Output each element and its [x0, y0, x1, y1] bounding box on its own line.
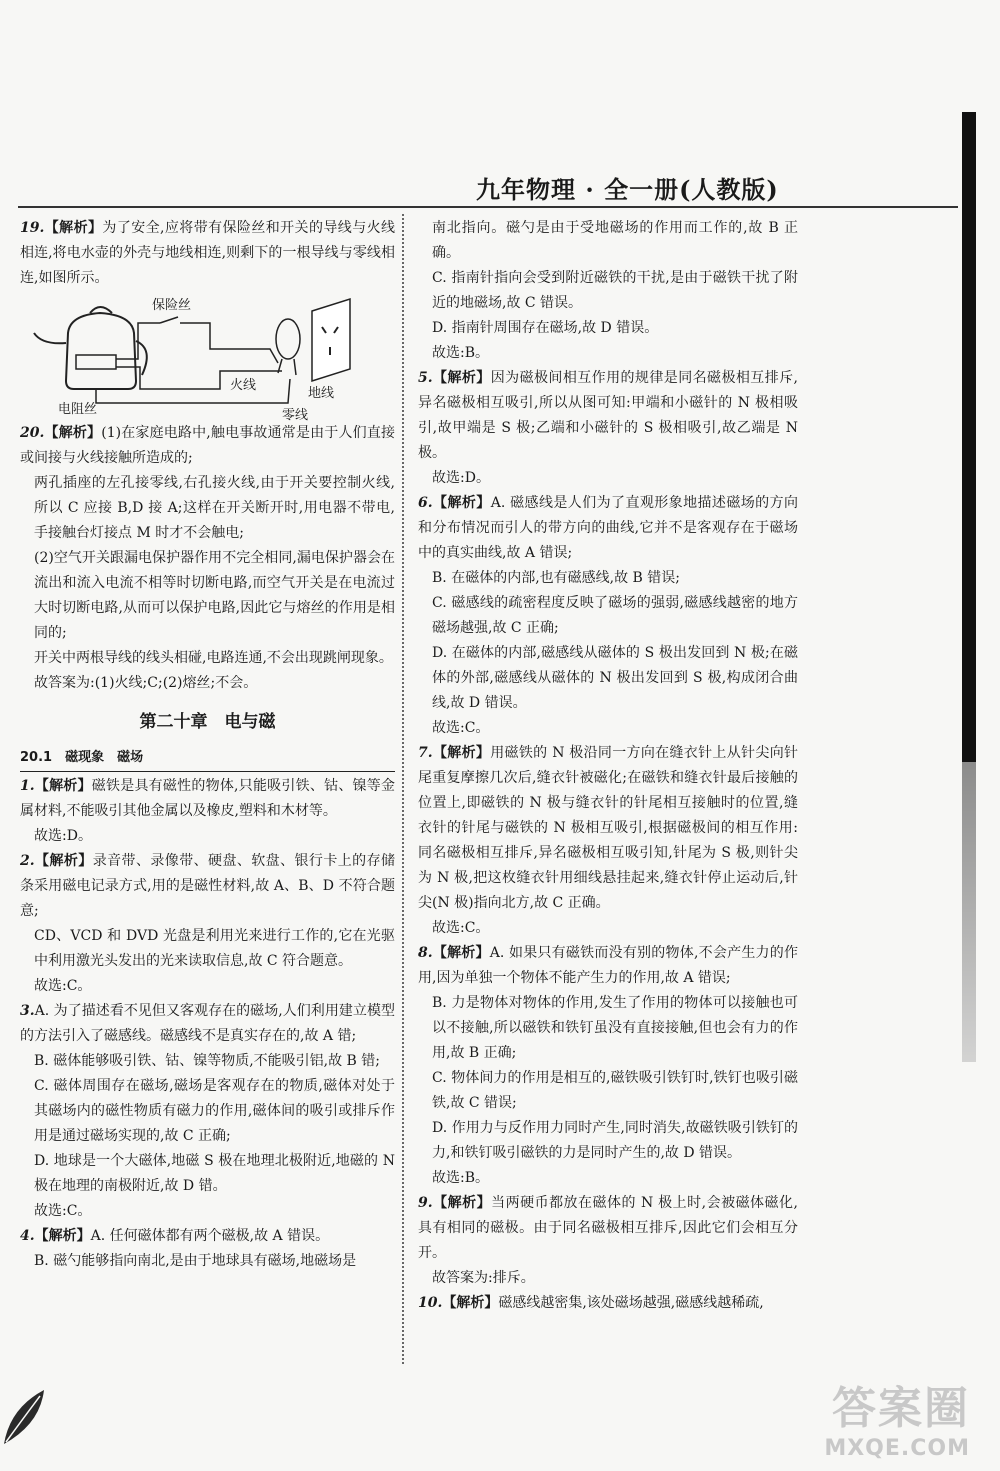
analysis-line: B. 力是物体对物体的作用,发生了作用的物体可以接触也可以不接触,所以磁铁和铁钉虽没有直接接触,但也会有力的作用,故 B 正确;: [432, 995, 798, 1061]
column-divider: [402, 214, 412, 1364]
answer-line: 故选:D。: [432, 470, 490, 486]
watermark-url: MXQE.COM: [824, 1436, 970, 1461]
question-4-continued: [418, 216, 798, 366]
analysis-line: 两孔插座的左孔接零线,右孔接火线,由于开关要控制火线,所以 C 应接 B,D 接 A;这样在开关断开时,用电器不带电,手接触台灯接点 M 时才不会触电;: [34, 475, 395, 541]
question-number: 4.: [20, 1228, 35, 1244]
question-6: [418, 491, 798, 741]
analysis-tag: 【解析】: [34, 778, 92, 794]
analysis-line: 磁铁是具有磁性的物体,只能吸引铁、钴、镍等金属材料,不能吸引其他金属以及橡皮,塑料和木材等。: [20, 778, 395, 819]
answer-line: 故选:B。: [432, 1170, 490, 1186]
question-3: [20, 999, 395, 1224]
circuit-diagram: [20, 293, 395, 421]
answer-line: 故选:C。: [34, 1203, 92, 1219]
analysis-tag: 【解析】: [34, 853, 93, 869]
analysis-line: A. 为了描述看不见但又客观存在的磁场,人们利用建立模型的方法引入了磁感线。磁感线不是真实存在的,故 A 错;: [20, 1003, 395, 1044]
question-number: 9.: [418, 1195, 433, 1211]
analysis-tag: 【解析】: [432, 945, 490, 961]
question-number: 3.: [20, 1003, 35, 1019]
question-number: 7.: [418, 745, 433, 761]
question-9: [418, 1191, 798, 1291]
question-number: 1.: [20, 778, 35, 794]
answer-line: 故选:C。: [34, 978, 92, 994]
question-10: [418, 1291, 798, 1316]
analysis-line: (2)空气开关跟漏电保护器作用不完全相同,漏电保护器会在流出和流入电流不相等时切断电路,而空气开关是在电流过大时切断电路,从而可以保护电路,因此它与熔丝的作用是相同的;: [34, 550, 395, 641]
page-header-title: 九年物理 · 全一册(人教版): [476, 175, 779, 204]
question-8: [418, 941, 798, 1191]
question-2: [20, 849, 395, 999]
analysis-tag: 【解析】: [44, 425, 102, 441]
question-number: 6.: [418, 495, 433, 511]
answer-line: 故选:D。: [34, 828, 92, 844]
chapter-title: 第二十章 电与磁: [139, 712, 276, 732]
analysis-line: 录音带、录像带、硬盘、软盘、银行卡上的存储条采用磁电记录方式,用的是磁性材料,故 A、B、D 不符合题意;: [20, 853, 396, 919]
analysis-line: 用磁铁的 N 极沿同一方向在缝衣针上从针尖向针尾重复摩擦几次后,缝衣针被磁化;在磁铁和缝衣针最后接触的位置上,即磁铁的 N 极与缝衣针的针尾相互接触时的位置,缝衣针的针尾与磁铁的 N 极相互吸引,根据磁极间的相互作用:同名磁极相互排斥,异名磁极相互吸引知,针尾为 S 极,则针尖为 N 极,把这枚缝衣针用细线悬挂起来,缝衣针停止运动后,针尖(N 极)指向北方,故 C 正确。: [418, 745, 799, 911]
answer-line: 故答案为:排斥。: [432, 1270, 535, 1286]
question-number: 2.: [20, 853, 35, 869]
analysis-line: D. 作用力与反作用力同时产生,同时消失,故磁铁吸引铁钉的力,和铁钉吸引磁铁的力是同时产生的,故 D 错误。: [432, 1120, 798, 1161]
page-edge-shadow: [962, 762, 976, 1062]
analysis-tag: 【解析】: [432, 745, 491, 761]
analysis-line: D. 指南针周围存在磁场,故 D 错误。: [432, 320, 659, 336]
analysis-tag: 【解析】: [442, 1295, 499, 1311]
left-column: [20, 216, 395, 1274]
label-ground-wire: 地线: [308, 386, 335, 401]
analysis-tag: 【解析】: [34, 1228, 91, 1244]
analysis-line: 当两硬币都放在磁体的 N 极上时,会被磁体磁化,具有相同的磁极。由于同名磁极相互排斥,因此它们会相互分开。: [418, 1195, 798, 1261]
section-title: 20.1 磁现象 磁场: [20, 745, 395, 772]
page-edge-bar: [962, 112, 976, 762]
analysis-line: C. 指南针指向会受到附近磁铁的干扰,是由于磁铁干扰了附近的地磁场,故 C 错误。: [432, 270, 798, 311]
question-7: [418, 741, 798, 941]
question-19: [20, 216, 395, 291]
question-number: 10.: [418, 1295, 443, 1311]
right-column: [418, 216, 798, 1316]
question-number: 5.: [418, 370, 433, 386]
analysis-line: D. 在磁体的内部,磁感线从磁体的 S 极出发回到 N 极;在磁体的外部,磁感线从磁体的 N 极出发回到 S 极,构成闭合曲线,故 D 错误。: [432, 645, 798, 711]
question-1: [20, 774, 395, 849]
analysis-line: 开关中两根导线的线头相碰,电路连通,不会出现跳闸现象。: [34, 650, 393, 666]
analysis-line: C. 磁体周围存在磁场,磁场是客观存在的物质,磁体对处于其磁场内的磁性物质有磁力的作用,磁体间的吸引或排斥作用是通过磁场实现的,故 C 正确;: [34, 1078, 395, 1144]
question-number: 8.: [418, 945, 433, 961]
analysis-line: CD、VCD 和 DVD 光盘是利用光来进行工作的,它在光驱中利用激光头发出的光来读取信息,故 C 符合题意。: [34, 928, 395, 969]
analysis-line: C. 物体间力的作用是相互的,磁铁吸引铁钉时,铁钉也吸引磁铁,故 C 错误;: [432, 1070, 798, 1111]
analysis-line: B. 磁体能够吸引铁、钴、镍等物质,不能吸引铝,故 B 错;: [34, 1053, 380, 1069]
analysis-line: (1)在家庭电路中,触电事故通常是由于人们直接或间接与火线接触所造成的;: [20, 425, 396, 466]
analysis-line: A. 磁感线是人们为了直观形象地描述磁场的方向和分布情况而引人的带方向的曲线,它并不是客观存在于磁场中的真实曲线,故 A 错误;: [418, 495, 799, 561]
analysis-tag: 【解析】: [44, 220, 103, 236]
question-number: 19.: [20, 220, 45, 236]
label-neutral-wire: 零线: [282, 408, 309, 423]
answer-line: 故选:B。: [432, 345, 490, 361]
analysis-line: C. 磁感线的疏密程度反映了磁场的强弱,磁感线越密的地方磁场越强,故 C 正确;: [432, 595, 798, 636]
analysis-line: A. 如果只有磁铁而没有别的物体,不会产生力的作用,因为单独一个物体不能产生力的作用,故 A 错误;: [418, 945, 798, 986]
label-live-wire: 火线: [230, 378, 257, 393]
leaf-ornament-icon: [0, 1380, 60, 1450]
question-number: 20.: [20, 425, 45, 441]
analysis-tag: 【解析】: [432, 495, 491, 511]
answer-line: 故答案为:(1)火线;C;(2)熔丝;不会。: [34, 675, 258, 691]
analysis-line: 南北指向。磁勺是由于受地磁场的作用而工作的,故 B 正确。: [432, 220, 798, 261]
label-fuse: 保险丝: [152, 298, 192, 313]
header-rule: [18, 206, 958, 208]
watermark: [824, 1372, 970, 1461]
analysis-line: D. 地球是一个大磁体,地磁 S 极在地理北极附近,地磁的 N 极在地理的南极附近,故 D 错。: [34, 1153, 395, 1194]
answer-line: 故选:C。: [432, 920, 490, 936]
analysis-tag: 【解析】: [432, 370, 491, 386]
analysis-line: A. 任何磁体都有两个磁极,故 A 错误。: [90, 1228, 330, 1244]
analysis-line: B. 在磁体的内部,也有磁感线,故 B 错误;: [432, 570, 680, 586]
label-resistor: 电阻丝: [58, 402, 98, 417]
analysis-tag: 【解析】: [432, 1195, 492, 1211]
analysis-line: 因为磁极间相互作用的规律是同名磁极相互排斥,异名磁极相互吸引,所以从图可知:甲端和小磁针的 N 极相吸引,故甲端是 S 极;乙端和小磁针的 S 极相吸引,故乙端是 N 极。: [418, 370, 799, 461]
question-4: [20, 1224, 395, 1274]
answer-line: 故选:C。: [432, 720, 490, 736]
analysis-line: B. 磁勺能够指向南北,是由于地球具有磁场,地磁场是: [34, 1253, 357, 1269]
analysis-line: 磁感线越密集,该处磁场越强,磁感线越稀疏,: [498, 1295, 764, 1311]
question-5: [418, 366, 798, 491]
question-20: [20, 421, 395, 696]
question-text: 为了安全,应将带有保险丝和开关的导线与火线相连,将电水壶的外壳与地线相连,则剩下的一根导线与零线相连,如图所示。: [20, 220, 396, 286]
watermark-logo-text: 答案圈: [832, 1383, 970, 1434]
